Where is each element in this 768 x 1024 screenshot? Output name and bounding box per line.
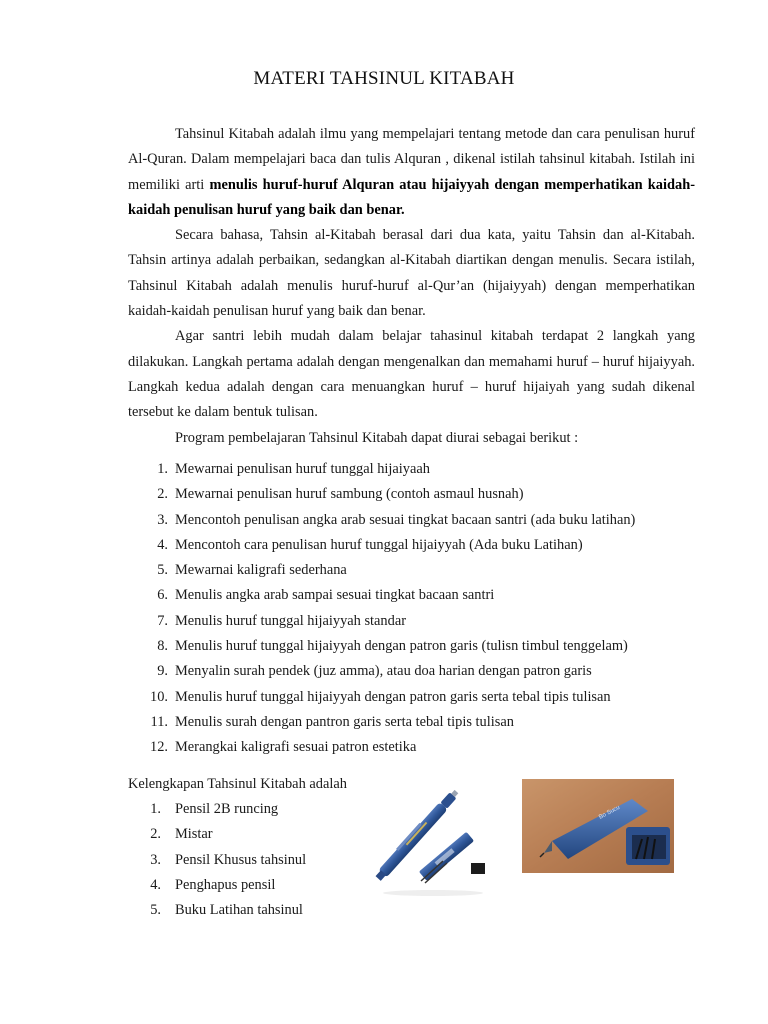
list-number: 1. xyxy=(150,801,161,817)
list-text: Mewarnai penulisan huruf tunggal hijaiyaah xyxy=(175,461,430,477)
list-item xyxy=(128,822,306,847)
kelengkapan-heading: Kelengkapan Tahsinul Kitabah adalah xyxy=(128,776,347,792)
list-number: 3. xyxy=(157,511,168,528)
list-text: Mencontoh penulisan angka arab sesuai tingkat bacaan santri (ada buku latihan) xyxy=(175,511,636,528)
list-text: Menulis huruf tunggal hijaiyyah dengan patron garis serta tebal tipis tulisan xyxy=(175,688,611,705)
list-number: 12. xyxy=(150,739,168,756)
list-item xyxy=(128,735,708,760)
list-number: 2. xyxy=(157,486,168,503)
list-item xyxy=(128,583,708,608)
program-list xyxy=(128,457,708,761)
document-title: MATERI TAHSINUL KITABAH xyxy=(253,68,515,89)
list-text: Mencontoh cara penulisan huruf tunggal hijaiyyah (Ada buku Latihan) xyxy=(175,536,583,553)
list-text: Mistar xyxy=(175,826,213,843)
list-item xyxy=(128,797,306,822)
mechanical-pencil-closeup-photo xyxy=(522,779,674,873)
list-item xyxy=(128,898,306,923)
list-item xyxy=(128,659,708,684)
list-number: 10. xyxy=(150,688,168,705)
list-number: 11. xyxy=(150,713,168,730)
list-item xyxy=(128,710,708,735)
list-text: Buku Latihan tahsinul xyxy=(175,902,303,919)
paragraph-bahasa: Secara bahasa, Tahsin al-Kitabah berasal dari dua kata, yaitu Tahsin dan al-Kitabah. Tahsin artinya adalah perbaikan, sedangkan al-Kitabah diartikan dengan menulis. Secara istilah, Tahsinul Kitabah adalah menulis huruf-huruf al-Qur’an (hijaiyyah) dengan memperhatikan kaidah-kaidah penulisan huruf yang baik dan benar. xyxy=(128,227,695,320)
list-text: Menulis angka arab sampai sesuai tingkat bacaan santri xyxy=(175,587,495,604)
paragraph-langkah: Agar santri lebih mudah dalam belajar tahasinul kitabah terdapat 2 langkah yang dilakukan. Langkah pertama adalah dengan mengenalkan dan memahami huruf – huruf hijaiyyah. Langkah kedua adalah dengan cara menuangkan huruf – huruf hijaiyah yang sudah dikenal tersebut ke dalam bentuk tulisan. xyxy=(128,328,695,421)
list-number: 7. xyxy=(157,612,168,629)
list-item xyxy=(128,508,708,533)
paragraph-program-intro: Program pembelajaran Tahsinul Kitabah dapat diurai sebagai berikut : xyxy=(175,429,579,446)
svg-text:Bo Sucu: Bo Sucu xyxy=(598,804,621,821)
list-text: Penghapus pensil xyxy=(175,876,276,893)
list-number: 4. xyxy=(157,536,168,553)
list-number: 6. xyxy=(157,587,168,604)
paragraph-text: Tahsinul Kitabah adalah ilmu yang mempelajari tentang metode dan cara penulisan huruf Al-Quran. Dalam mempelajari baca dan tulis Alquran , dikenal istilah tahsinul kitabah. Istilah ini memiliki arti xyxy=(128,126,695,193)
list-item xyxy=(128,558,708,583)
kelengkapan-list xyxy=(128,797,306,923)
paragraph-bold-definition: menulis huruf-huruf Alquran atau hijaiyyah dengan memperhatikan kaidah-kaidah penulisan huruf yang baik dan benar xyxy=(128,176,695,218)
list-text: Pensil 2B runcing xyxy=(175,801,279,817)
list-text: Menulis huruf tunggal hijaiyyah standar xyxy=(175,612,407,629)
list-text: Mewarnai penulisan huruf sambung (contoh asmaul husnah) xyxy=(175,486,524,503)
list-item xyxy=(128,533,708,558)
list-text: Menulis huruf tunggal hijaiyyah dengan patron garis (tulisn timbul tenggelam) xyxy=(175,638,628,655)
list-number: 9. xyxy=(157,663,168,680)
paragraph-definition xyxy=(128,122,695,223)
list-item xyxy=(128,873,306,898)
mechanical-pencil-set-photo xyxy=(373,775,509,899)
list-item xyxy=(128,609,708,634)
list-number: 3. xyxy=(150,851,161,868)
list-text: Mewarnai kaligrafi sederhana xyxy=(175,562,347,579)
paragraph-period: . xyxy=(401,201,405,218)
list-number: 2. xyxy=(150,826,161,843)
list-text: Pensil Khusus tahsinul xyxy=(175,851,307,868)
list-number: 5. xyxy=(157,562,168,579)
list-item xyxy=(128,457,708,482)
list-number: 5. xyxy=(150,902,161,919)
list-text: Merangkai kaligrafi sesuai patron estetika xyxy=(175,739,417,756)
list-text: Menyalin surah pendek (juz amma), atau doa harian dengan patron garis xyxy=(175,663,592,680)
list-number: 8. xyxy=(157,638,168,655)
list-item xyxy=(128,848,306,873)
list-item xyxy=(128,685,708,710)
document-body xyxy=(128,122,695,451)
list-item xyxy=(128,482,708,507)
list-text: Menulis surah dengan pantron garis serta tebal tipis tulisan xyxy=(175,713,514,730)
list-item xyxy=(128,634,708,659)
list-number: 4. xyxy=(150,876,161,893)
list-number: 1. xyxy=(157,461,168,477)
